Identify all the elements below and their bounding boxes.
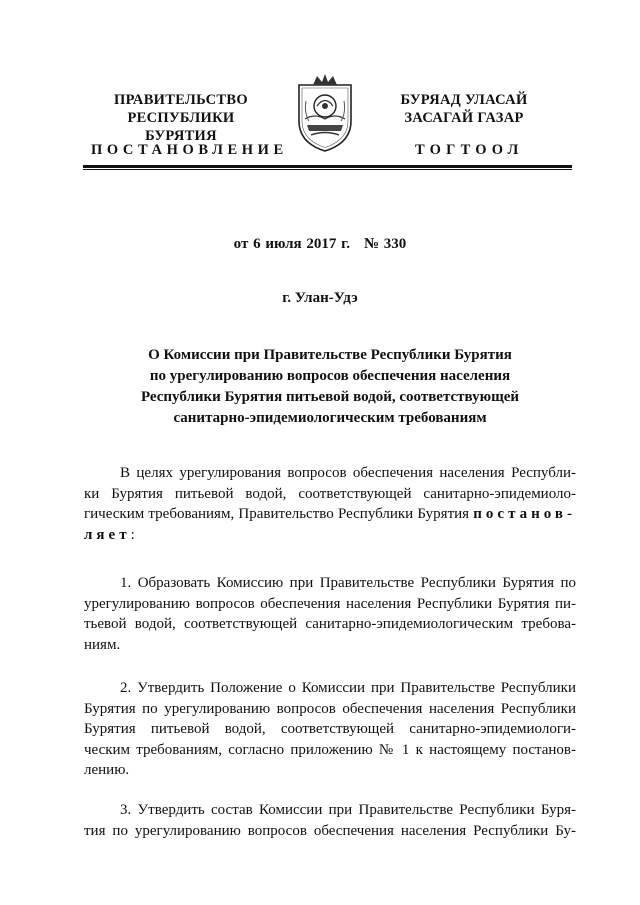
resolution-date: от 6 июля 2017 г. xyxy=(233,236,350,252)
paragraph-line: тия по урегулированию вопросов обеспечения населения Республики Бу- xyxy=(84,822,576,839)
act-type-ru: ПОСТАНОВЛЕНИЕ xyxy=(91,142,288,158)
paragraph-line: ки Бурятия питьевой водой, соответствующей санитарно-эпидемиоло- xyxy=(84,485,576,502)
document-title xyxy=(83,345,577,429)
date-number-line xyxy=(0,236,640,253)
act-type-bua: ТОГТООЛ xyxy=(415,142,524,158)
resolution-number: № 330 xyxy=(363,236,407,252)
preamble-colon: : xyxy=(130,526,135,543)
header-rule-thick xyxy=(83,165,572,168)
government-name-bua-line1: БУРЯАД УЛАСАЙ xyxy=(400,92,528,108)
item-1-paragraph xyxy=(84,573,576,655)
item-3-paragraph xyxy=(84,800,576,841)
title-line: по урегулированию вопросов обеспечения населения xyxy=(149,368,511,384)
government-name-ru-line2: РЕСПУБЛИКИ БУРЯТИЯ xyxy=(127,110,235,144)
preamble-text: гическим требованиям, Правительство Республики Бурятия xyxy=(84,506,474,522)
paragraph-line: лению. xyxy=(84,762,130,778)
paragraph-line xyxy=(84,504,576,525)
decree-word-spaced: постанов- xyxy=(473,506,576,522)
paragraph-line: 1. Образовать Комиссию при Правительстве Республики Бурятия по xyxy=(120,575,576,591)
coat-of-arms-emblem xyxy=(293,73,357,153)
government-name-ru-line1: ПРАВИТЕЛЬСТВО xyxy=(114,92,248,108)
header-rule-thin xyxy=(83,169,572,170)
city: г. Улан-Удэ xyxy=(282,290,358,306)
government-name-bua xyxy=(378,91,550,127)
paragraph-line xyxy=(84,525,576,546)
title-line: санитарно-эпидемиологическим требованиям xyxy=(173,410,487,426)
government-name-bua-line2: ЗАСАГАЙ ГАЗАР xyxy=(404,110,524,126)
title-line: О Комиссии при Правительстве Республики Бурятия xyxy=(148,347,512,363)
paragraph-line: ческим требованиям, согласно приложению № 1 к настоящему постанов- xyxy=(84,741,576,758)
paragraph-line: В целях урегулирования вопросов обеспечения населения Республи- xyxy=(120,465,576,481)
paragraph-line: тьевой водой, соответствующей санитарно-эпидемиологическим требова- xyxy=(84,616,576,632)
paragraph-line: 2. Утвердить Положение о Комиссии при Правительстве Республики xyxy=(120,680,576,696)
item-2-paragraph xyxy=(84,678,576,781)
paragraph-line: урегулированию вопросов обеспечения населения Республики Бурятия пи- xyxy=(84,595,576,612)
paragraph-line: Бурятия питьевой водой, соответствующей санитарно-эпидемиологи- xyxy=(84,721,576,737)
preamble-paragraph xyxy=(84,463,576,545)
paragraph-line: 3. Утвердить состав Комиссии при Правительстве Республики Буря- xyxy=(120,802,576,818)
paragraph-line: ниям. xyxy=(84,636,121,653)
decree-word-spaced-end: ляет xyxy=(84,526,131,543)
government-name-ru xyxy=(96,91,266,145)
title-line: Республики Бурятия питьевой водой, соответствующей xyxy=(140,389,520,405)
paragraph-line: Бурятия по урегулированию вопросов обеспечения населения Республики xyxy=(84,700,576,717)
